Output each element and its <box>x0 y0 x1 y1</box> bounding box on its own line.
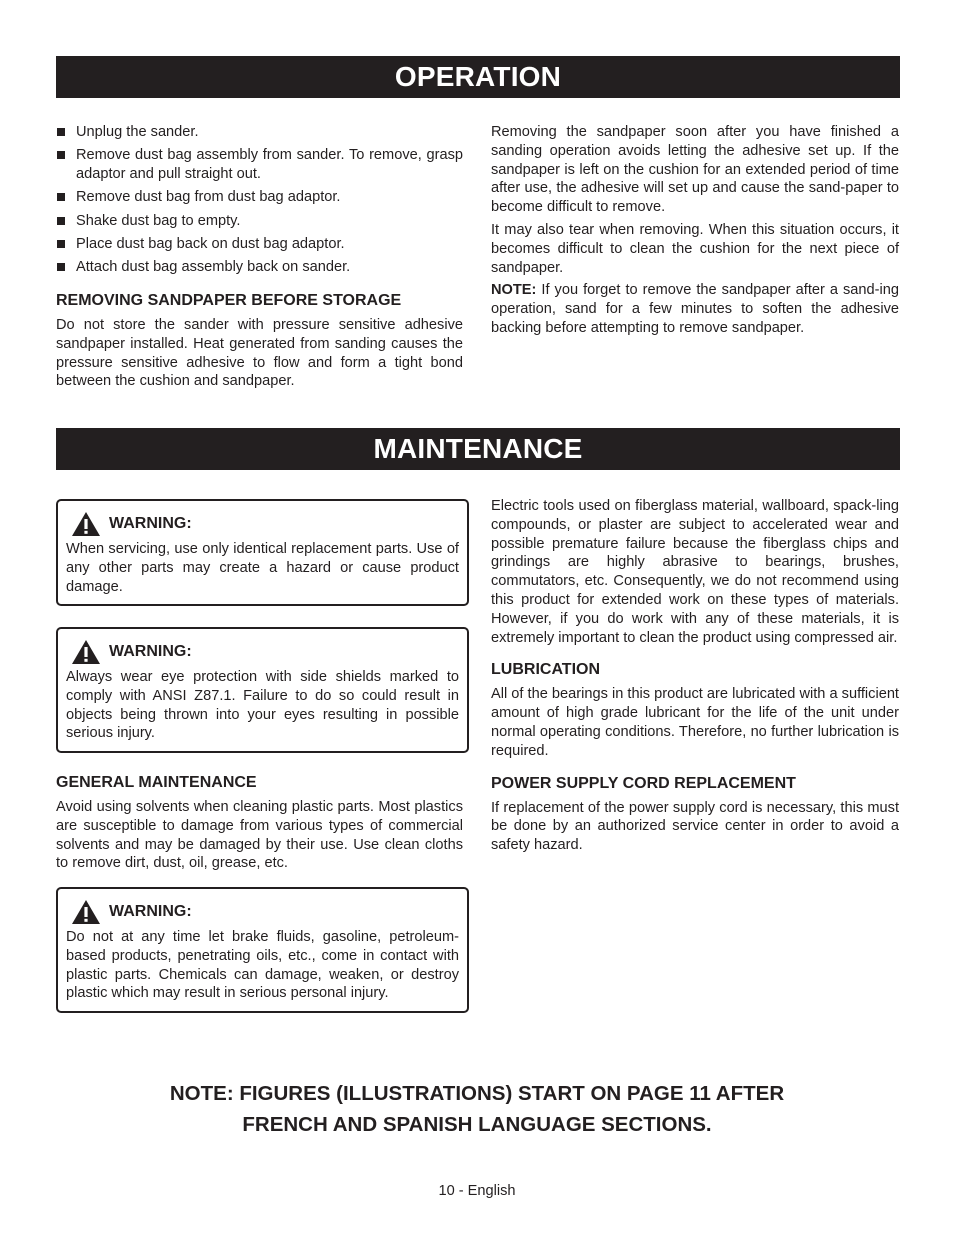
warning-label: WARNING: <box>109 514 192 532</box>
warning-box-2 <box>56 627 469 753</box>
cord-replacement-heading: POWER SUPPLY CORD REPLACEMENT <box>491 774 796 792</box>
list-item: Unplug the sander. <box>56 123 463 142</box>
removing-sandpaper-heading: REMOVING SANDPAPER BEFORE STORAGE <box>56 292 402 310</box>
cord-replacement-text: If replacement of the power supply cord is necessary, this must be done by an authorized service center in order to avoid a safety hazard. <box>491 799 899 854</box>
warning-header <box>66 637 459 667</box>
warning-header <box>66 509 459 539</box>
warning-triangle-icon <box>71 639 101 665</box>
removing-paragraph-1: Removing the sandpaper soon after you have finished a sanding operation avoids letting the adhesive set up. If the sandpaper is left on the cushion for an extended period of time after use, the adhesive will set up and cause the sand-paper to become difficult to remove. <box>491 124 899 216</box>
list-item: Place dust bag back on dust bag adaptor. <box>56 235 463 254</box>
general-maintenance-heading: GENERAL MAINTENANCE <box>56 774 257 791</box>
list-item: Remove dust bag assembly from sander. To remove, grasp adaptor and pull straight out. <box>56 146 463 184</box>
removing-sandpaper-text: Do not store the sander with pressure sensitive adhesive sandpaper installed. Heat generated from sanding causes the pressure sensitive adhesive to flow and form a tight bond between the cushion and sandpaper. <box>56 317 463 390</box>
warning-box-3 <box>56 887 469 1013</box>
operation-left-column <box>56 123 463 395</box>
list-item: Attach dust bag assembly back on sander. <box>56 258 463 277</box>
note-text: If you forget to remove the sandpaper after a sand-ing operation, sand for a few minutes to soften the adhesive backing before attempting to remove sandpaper. <box>491 282 899 336</box>
general-maintenance-section <box>56 773 463 877</box>
removing-paragraph-2: It may also tear when removing. When this situation occurs, it becomes difficult to clean the cushion for the next piece of sandpaper. <box>491 221 899 276</box>
page-footer: 10 - English <box>438 1183 516 1199</box>
warning-header <box>66 897 459 927</box>
warning-triangle-icon <box>71 899 101 925</box>
general-maintenance-text: Avoid using solvents when cleaning plastic parts. Most plastics are susceptible to damage from various types of commercial solvents and may be damaged by their use. Use clean cloths to remove dirt, dust, oil, grease, etc. <box>56 799 463 872</box>
warning-label: WARNING: <box>109 642 192 660</box>
note-label: NOTE: <box>491 282 537 299</box>
warning-text: Always wear eye protection with side shields marked to comply with ANSI Z87.1. Failure to do so could result in objects being thrown into your eyes resulting in possible serious injury. <box>66 669 459 742</box>
list-item: Shake dust bag to empty. <box>56 212 463 231</box>
lubrication-heading: LUBRICATION <box>491 661 601 679</box>
warning-label: WARNING: <box>109 902 192 920</box>
figures-note <box>0 1078 954 1140</box>
warning-box-1 <box>56 499 469 606</box>
lubrication-text: All of the bearings in this product are lubricated with a sufficient amount of high grade lubricant for the life of the unit under normal operating conditions. Therefore, no further lubrication is required. <box>491 686 899 759</box>
removing-note <box>491 281 899 337</box>
warning-triangle-icon <box>71 511 101 537</box>
warning-text: When servicing, use only identical replacement parts. Use of any other parts may create a hazard or cause product damage. <box>66 541 459 595</box>
list-item: Remove dust bag from dust bag adaptor. <box>56 188 463 207</box>
fiberglass-paragraph: Electric tools used on fiberglass material, wallboard, spack-ling compounds, or plaster are subject to accelerated wear and possible premature failure because the fiberglass chips and grindings are highly abrasive to bearings, brushes, commutators, etc. Consequently, we do not recommend using this product for extended work on these types of materials. However, if you do work with any of these materials, it is extremely important to clean the product using compressed air. <box>491 498 899 646</box>
maintenance-banner: MAINTENANCE <box>56 428 900 470</box>
figures-note-line-1: NOTE: FIGURES (ILLUSTRATIONS) START ON PAGE 11 AFTER <box>169 1082 785 1105</box>
operation-bullet-list <box>56 123 463 277</box>
operation-banner: OPERATION <box>56 56 900 98</box>
figures-note-line-2: FRENCH AND SPANISH LANGUAGE SECTIONS. <box>242 1113 712 1136</box>
warning-text: Do not at any time let brake fluids, gasoline, petroleum-based products, penetrating oils, etc., come in contact with plastic parts. Chemicals can damage, weaken, or destroy plastic which may result in serious personal injury. <box>66 929 459 1002</box>
maintenance-right-column <box>491 497 899 859</box>
operation-right-column <box>491 123 899 342</box>
